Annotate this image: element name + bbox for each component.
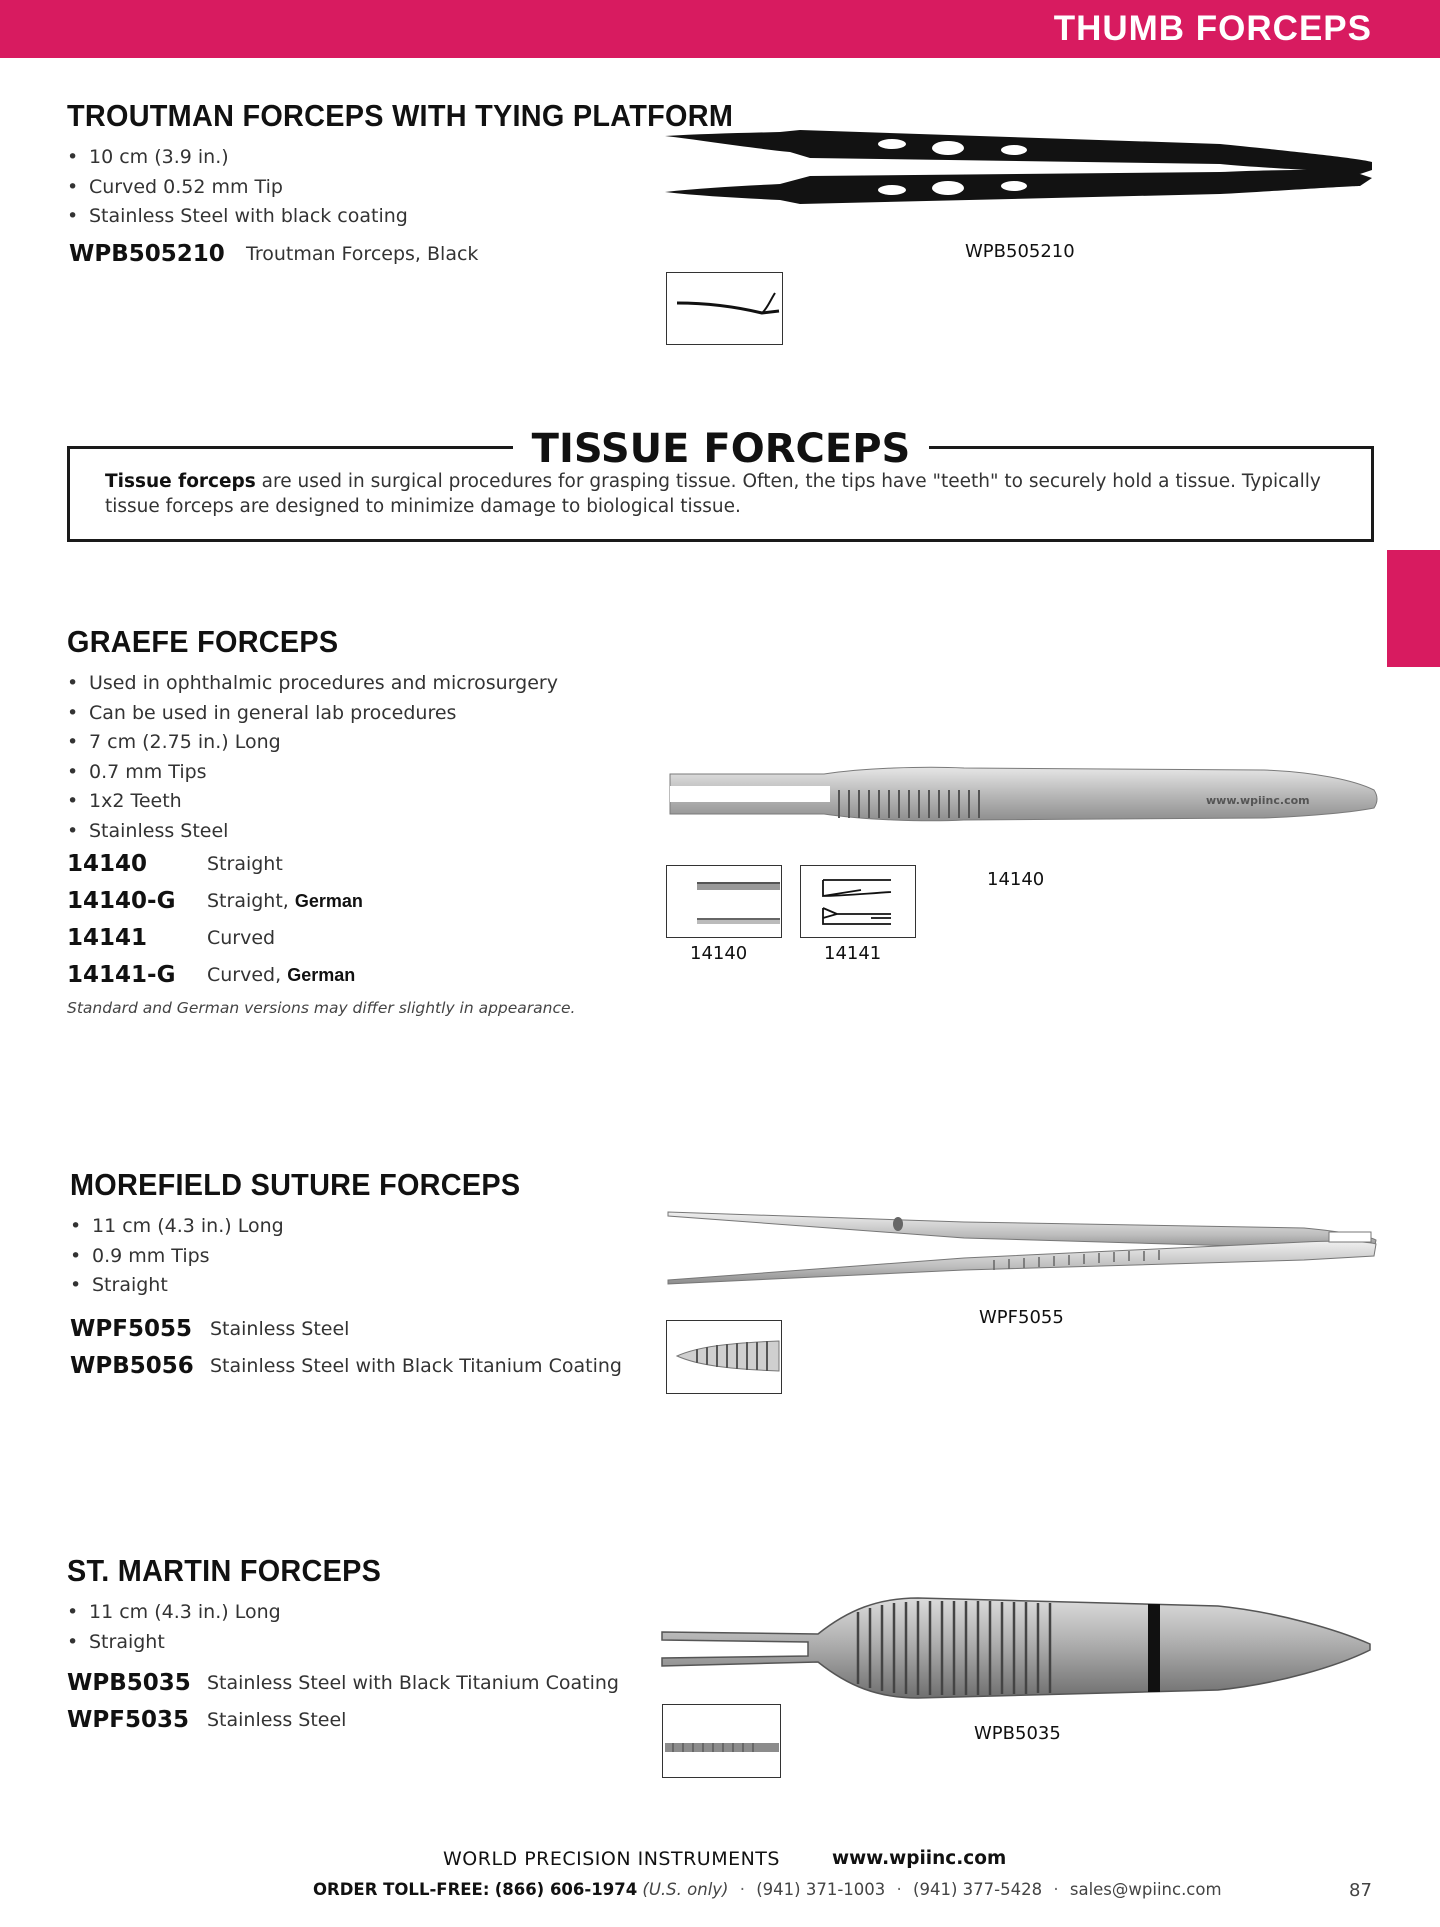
- morefield-image-caption: WPF5055: [979, 1307, 1064, 1328]
- tissue-heading: TISSUE FORCEPS: [513, 424, 929, 474]
- feature-item: • Can be used in general lab procedures: [67, 699, 558, 729]
- feature-item: • Curved 0.52 mm Tip: [67, 173, 408, 203]
- straight-tip-thumbnail: [666, 865, 782, 938]
- feature-item: • 11 cm (4.3 in.) Long: [70, 1212, 284, 1242]
- tissue-description: [105, 469, 1355, 519]
- curved-tip-icon: [667, 273, 781, 343]
- sku-code: 14141: [67, 925, 148, 951]
- section-title: THUMB FORCEPS: [1053, 9, 1372, 48]
- sku-code: 14141-G: [67, 962, 176, 988]
- us-only-note: (U.S. only): [642, 1880, 729, 1899]
- sku-code: 14140: [67, 851, 148, 877]
- order-label: ORDER TOLL-FREE:: [313, 1880, 490, 1899]
- graefe-title: GRAEFE FORCEPS: [67, 624, 339, 659]
- tissue-lead: Tissue forceps: [105, 471, 256, 492]
- email-link[interactable]: sales@wpiinc.com: [1069, 1880, 1222, 1899]
- morefield-features: [70, 1212, 284, 1301]
- phone-2: (941) 377-5428: [913, 1880, 1043, 1899]
- sku-code: WPF5055: [70, 1316, 192, 1342]
- sku-description: Stainless Steel: [207, 1709, 347, 1731]
- sku-description: Stainless Steel: [210, 1318, 350, 1340]
- version-note: Standard and German versions may differ slightly in appearance.: [67, 999, 576, 1017]
- sku-code: WPB5035: [67, 1670, 191, 1696]
- footer-website-link[interactable]: www.wpiinc.com: [832, 1848, 1007, 1869]
- engraving-text: www.wpiinc.com: [1206, 794, 1310, 807]
- stmartin-features: [67, 1598, 281, 1657]
- feature-item: • 1x2 Teeth: [67, 787, 558, 817]
- feature-item: • Straight: [67, 1628, 281, 1658]
- feature-item: • Used in ophthalmic procedures and microsurgery: [67, 669, 558, 699]
- straight-tip-icon: [667, 866, 780, 936]
- feature-item: • 10 cm (3.9 in.): [67, 143, 408, 173]
- graefe-image-caption: 14140: [987, 869, 1045, 890]
- sku-description: Stainless Steel with Black Titanium Coating: [210, 1355, 622, 1377]
- sku-code: WPB505210: [69, 241, 225, 267]
- feature-item: • Stainless Steel: [67, 817, 558, 847]
- page-number: 87: [1349, 1880, 1372, 1901]
- header-bar: [0, 0, 1440, 58]
- tip-thumbnail: [666, 272, 783, 345]
- tollfree-phone: (866) 606-1974: [494, 1880, 638, 1899]
- troutman-features: [67, 143, 408, 232]
- feature-item: • Stainless Steel with black coating: [67, 202, 408, 232]
- sku-code: WPB5056: [70, 1353, 194, 1379]
- troutman-title: TROUTMAN FORCEPS WITH TYING PLATFORM: [67, 98, 734, 133]
- sku-description: Stainless Steel with Black Titanium Coating: [207, 1672, 619, 1694]
- sku-description: Straight, German: [207, 890, 363, 912]
- morefield-title: MOREFIELD SUTURE FORCEPS: [70, 1167, 521, 1202]
- tissue-text: are used in surgical procedures for grasping tissue. Often, the tips have "teeth" to securely hold a tissue. Typically tissue forceps are designed to minimize damage to biological tissue.: [105, 471, 1321, 517]
- straight-tip-icon: [663, 1705, 779, 1776]
- troutman-forceps-image: [660, 122, 1380, 242]
- sku-description: Curved: [207, 927, 276, 949]
- sku-description: Straight: [207, 853, 283, 875]
- stmartin-image-caption: WPB5035: [974, 1723, 1061, 1744]
- tip-thumbnail: [662, 1704, 781, 1778]
- footer-company: WORLD PRECISION INSTRUMENTS: [443, 1848, 780, 1870]
- stmartin-forceps-image: [658, 1590, 1378, 1710]
- curved-tip-thumbnail: [800, 865, 916, 938]
- thumb-caption-curved: 14141: [824, 943, 882, 964]
- feature-item: • Straight: [70, 1271, 284, 1301]
- tip-thumbnail: [666, 1320, 782, 1394]
- graefe-features: [67, 669, 558, 846]
- stmartin-title: ST. MARTIN FORCEPS: [67, 1553, 382, 1588]
- serrated-tip-icon: [667, 1321, 780, 1392]
- phone-1: (941) 371-1003: [756, 1880, 886, 1899]
- morefield-forceps-image: [664, 1200, 1384, 1290]
- sku-code: WPF5035: [67, 1707, 189, 1733]
- graefe-forceps-image: [664, 760, 1384, 838]
- feature-item: • 0.7 mm Tips: [67, 758, 558, 788]
- troutman-image-caption: WPB505210: [965, 241, 1075, 262]
- footer-contact-line: ORDER TOLL-FREE: (866) 606-1974 (U.S. only) · (941) 371-1003 · (941) 377-5428 · sales@wpiinc.com: [313, 1880, 1222, 1899]
- teeth-diagram-icon: [801, 866, 914, 936]
- sku-code: 14140-G: [67, 888, 176, 914]
- feature-item: • 0.9 mm Tips: [70, 1242, 284, 1272]
- feature-item: • 7 cm (2.75 in.) Long: [67, 728, 558, 758]
- thumb-caption-straight: 14140: [690, 943, 748, 964]
- sku-description: Curved, German: [207, 964, 356, 986]
- side-tab: [1387, 550, 1440, 667]
- sku-description: Troutman Forceps, Black: [246, 243, 479, 265]
- feature-item: • 11 cm (4.3 in.) Long: [67, 1598, 281, 1628]
